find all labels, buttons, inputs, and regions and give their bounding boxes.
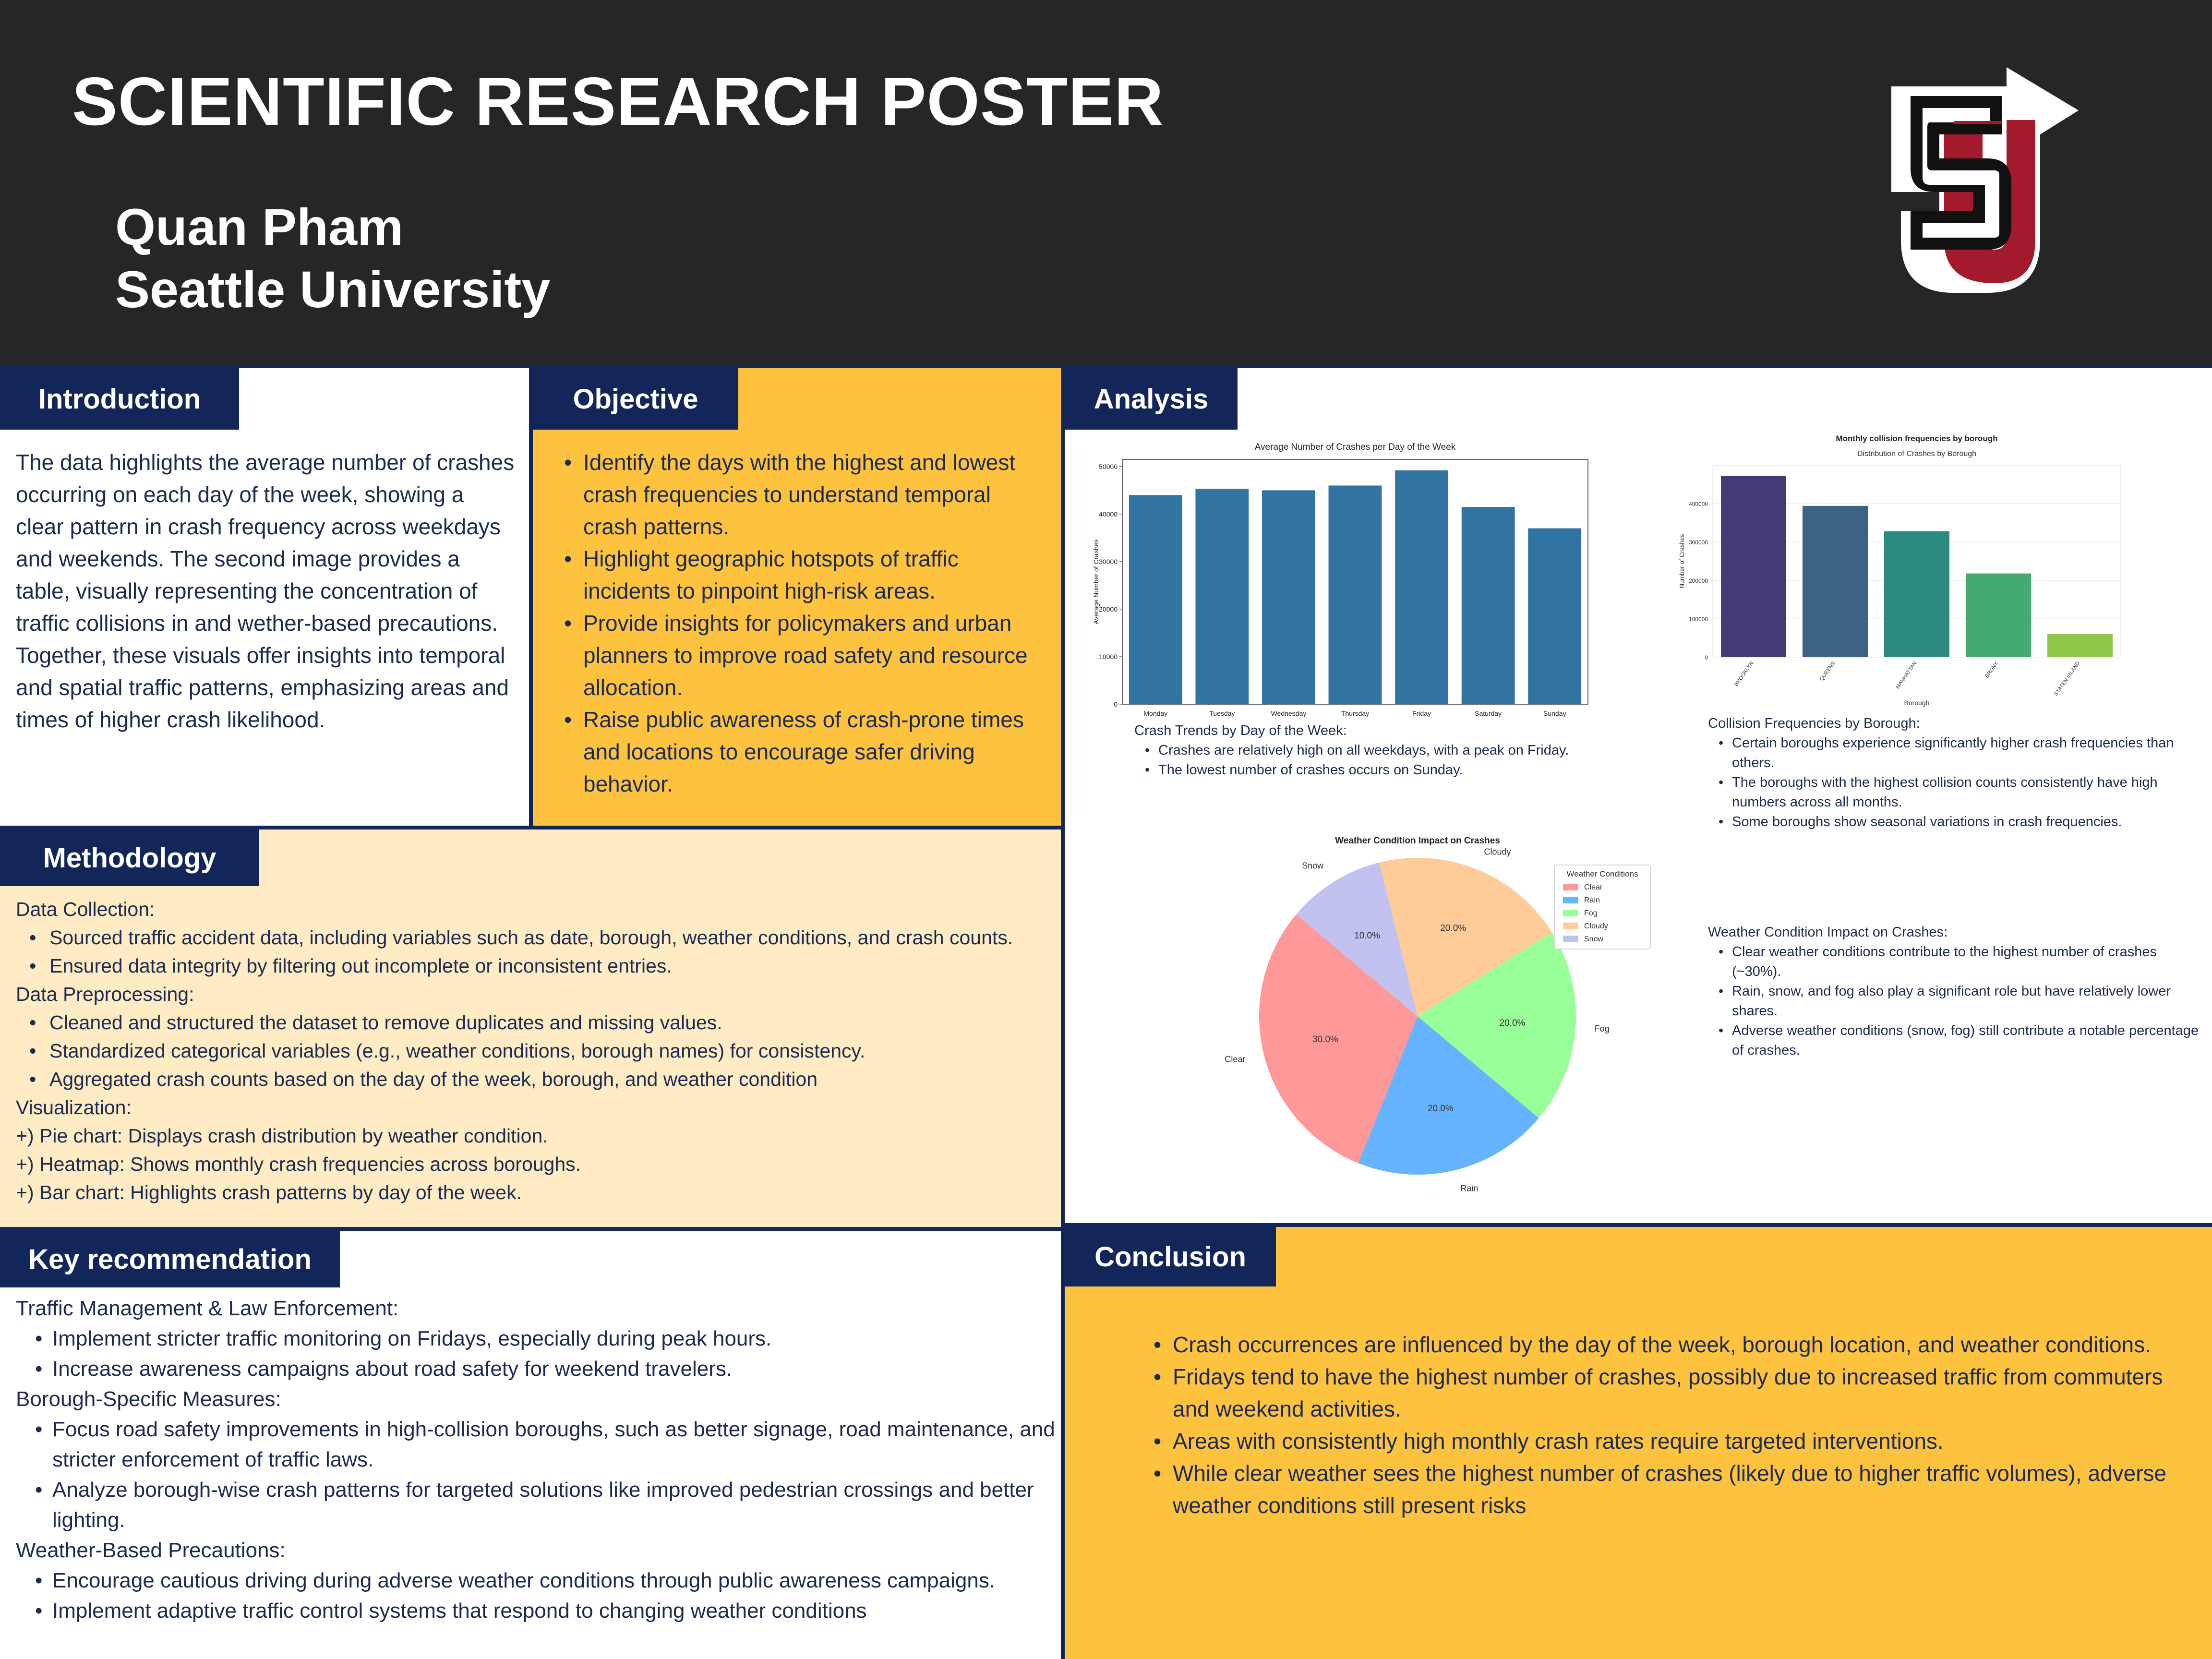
slice-label: Fog <box>1594 1023 1610 1034</box>
list-item: • While clear weather sees the highest number of crashes (likely due to higher traffic volumes), adverse weather conditions still present risks <box>1154 1457 2176 1522</box>
seattle-university-su-logo <box>1882 67 2083 293</box>
methodology-content <box>16 895 1058 1207</box>
legend-swatch <box>1563 910 1578 916</box>
slice-percent-label: 10.0% <box>1354 931 1381 941</box>
weather-caption-title: Weather Condition Impact on Crashes: <box>1708 925 1948 940</box>
analysis-panel <box>1061 366 2212 1227</box>
x-tick-label: QUEENS <box>1818 660 1837 682</box>
analysis-heading: Analysis <box>1065 368 1238 430</box>
list-item: • Areas with consistently high monthly crash rates require targeted interventions. <box>1154 1425 2176 1457</box>
bar-saturday <box>1462 507 1515 704</box>
legend-swatch <box>1563 923 1578 929</box>
weather-caption <box>1708 923 2210 1060</box>
chart-title: Average Number of Crashes per Day of the Week <box>1254 442 1456 452</box>
list-item: • The lowest number of crashes occurs on Sunday. <box>1134 760 1629 780</box>
chart-title: Weather Condition Impact on Crashes <box>1335 836 1500 846</box>
conclusion-heading: Conclusion <box>1065 1227 1276 1286</box>
visualization-line: +) Heatmap: Shows monthly crash frequencies across boroughs. <box>16 1153 581 1175</box>
y-tick-label: 0 <box>1705 654 1708 661</box>
key-recommendation-content <box>16 1293 1058 1626</box>
affiliation: Seattle University <box>115 260 551 318</box>
y-axis-label: Number of Crashes <box>1678 534 1685 589</box>
introduction-heading: Introduction <box>0 368 239 430</box>
bar-queens <box>1803 506 1868 657</box>
x-tick-label: STATEN ISLAND <box>2053 660 2081 697</box>
legend-entry: Clear <box>1584 883 1603 891</box>
bar-manhattan <box>1884 531 1949 657</box>
list-item: • Encourage cautious driving during adverse weather conditions through public awareness campaigns. <box>16 1565 1058 1596</box>
bar-thursday <box>1329 485 1382 704</box>
bar-bronx <box>1966 574 2031 657</box>
list-item: • Clear weather conditions contribute to the highest number of crashes (~30%). <box>1708 942 2210 982</box>
slice-percent-label: 20.0% <box>1440 923 1467 934</box>
introduction-panel <box>0 366 529 826</box>
bar-sunday <box>1528 529 1581 704</box>
data-preprocessing-label: Data Preprocessing: <box>16 983 194 1005</box>
introduction-text: The data highlights the average number of crashes occurring on each day of the week, showing a clear pattern in crash frequency across weekdays and weekends. The second image provides a table, visually representing the concentration of traffic collisions in and wether-based precautions. Together, these visuals offer insights into temporal and spatial traffic patterns, emphasizing areas and times of higher crash likelihood. <box>16 450 515 732</box>
y-tick-label: 0 <box>1114 700 1118 708</box>
list-item: • Raise public awareness of crash-prone times and locations to encourage safer driving behavior. <box>564 704 1049 800</box>
x-tick-label: Friday <box>1412 709 1431 717</box>
list-item: • Standardized categorical variables (e.g., weather conditions, borough names) for consistency. <box>16 1037 1058 1065</box>
list-item: • Focus road safety improvements in high-collision boroughs, such as better signage, road maintenance, and stricter enforcement of traffic laws. <box>16 1414 1058 1475</box>
y-tick-label: 100000 <box>1688 616 1708 623</box>
slice-label: Rain <box>1460 1183 1479 1193</box>
x-tick-label: Saturday <box>1475 709 1502 717</box>
key-recommendation-panel <box>0 1227 1061 1659</box>
borough-measures-label: Borough-Specific Measures: <box>16 1387 281 1411</box>
list-item: • Provide insights for policymakers and urban planners to improve road safety and resource allocation. <box>564 607 1049 704</box>
legend-entry: Cloudy <box>1584 922 1608 930</box>
methodology-panel <box>0 826 1061 1227</box>
visualization-line: +) Bar chart: Highlights crash patterns by day of the week. <box>16 1181 522 1203</box>
list-item: • Crashes are relatively high on all weekdays, with a peak on Friday. <box>1134 741 1629 760</box>
y-tick-label: 30000 <box>1099 557 1118 565</box>
day-caption-title: Crash Trends by Day of the Week: <box>1134 723 1347 738</box>
list-item: • Certain boroughs experience significantly higher crash frequencies than others. <box>1708 733 2207 773</box>
list-item: • Increase awareness campaigns about road safety for weekend travelers. <box>16 1354 1058 1384</box>
list-item: • Analyze borough-wise crash patterns for targeted solutions like improved pedestrian crossings and better lighting. <box>16 1475 1058 1535</box>
y-tick-label: 40000 <box>1099 510 1118 518</box>
slice-label: Snow <box>1302 861 1324 871</box>
list-item: • Aggregated crash counts based on the day of the week, borough, and weather condition <box>16 1065 1058 1094</box>
legend-title: Weather Conditions <box>1566 869 1638 878</box>
x-tick-label: Tuesday <box>1209 709 1235 717</box>
list-item: • Crash occurrences are influenced by the day of the week, borough location, and weather conditions. <box>1154 1329 2176 1361</box>
objective-panel <box>529 366 1061 826</box>
list-item: • Implement adaptive traffic control systems that respond to changing weather conditions <box>16 1596 1058 1626</box>
x-tick-label: Sunday <box>1543 709 1566 717</box>
y-axis-label: Average Number of Crashes <box>1092 539 1100 625</box>
bar-monday <box>1129 495 1182 704</box>
bar-friday <box>1395 470 1448 704</box>
y-tick-label: 400000 <box>1688 501 1708 507</box>
poster-title: SCIENTIFIC RESEARCH POSTER <box>72 63 1164 140</box>
data-collection-label: Data Collection: <box>16 898 155 920</box>
traffic-management-label: Traffic Management & Law Enforcement: <box>16 1297 399 1320</box>
bar-brooklyn <box>1721 476 1786 657</box>
slice-label: Cloudy <box>1484 847 1511 857</box>
list-item: • Highlight geographic hotspots of traffic incidents to pinpoint high-risk areas. <box>564 543 1049 607</box>
x-tick-label: BRONX <box>1984 660 2000 679</box>
x-tick-label: Thursday <box>1341 709 1370 717</box>
weather-precautions-label: Weather-Based Precautions: <box>16 1539 286 1562</box>
borough-caption-title: Collision Frequencies by Borough: <box>1708 716 1920 731</box>
y-tick-label: 200000 <box>1688 577 1708 584</box>
legend-entry: Snow <box>1584 935 1604 943</box>
list-item: • Cleaned and structured the dataset to remove duplicates and missing values. <box>16 1009 1058 1037</box>
slice-percent-label: 20.0% <box>1427 1104 1454 1114</box>
list-item: • Adverse weather conditions (snow, fog) still contribute a notable percentage of crashes. <box>1708 1021 2210 1060</box>
y-tick-label: 300000 <box>1688 539 1708 546</box>
day-caption <box>1134 721 1629 780</box>
borough-caption <box>1708 714 2207 832</box>
x-tick-label: MANHATTAN <box>1895 660 1918 690</box>
list-item: • Rain, snow, and fog also play a significant role but have relatively lower shares. <box>1708 982 2210 1021</box>
legend-entry: Fog <box>1584 909 1598 917</box>
objective-heading: Objective <box>533 368 738 430</box>
list-item: • Fridays tend to have the highest number of crashes, possibly due to increased traffic from commuters and weekend activities. <box>1154 1361 2176 1425</box>
slice-percent-label: 30.0% <box>1312 1034 1338 1045</box>
methodology-heading: Methodology <box>0 830 259 886</box>
slice-label: Clear <box>1225 1054 1246 1064</box>
visualization-label: Visualization: <box>16 1096 132 1118</box>
bar-staten-island <box>2047 634 2113 657</box>
chart-subtitle: Distribution of Crashes by Borough <box>1857 450 1977 458</box>
x-tick-label: Wednesday <box>1271 709 1307 717</box>
list-item: • Identify the days with the highest and lowest crash frequencies to understand temporal crash patterns. <box>564 446 1049 543</box>
y-tick-label: 10000 <box>1099 652 1118 661</box>
legend-swatch <box>1563 884 1578 890</box>
crashes-by-day-chart <box>1089 435 1602 723</box>
legend-swatch <box>1563 897 1578 903</box>
list-item: • Ensured data integrity by filtering out incomplete or inconsistent entries. <box>16 952 1058 980</box>
bar-wednesday <box>1262 490 1315 704</box>
key-recommendation-heading: Key recommendation <box>0 1231 340 1287</box>
x-axis-label: Borough <box>1904 699 1930 707</box>
objective-list <box>564 446 1049 800</box>
conclusion-panel <box>1061 1227 2212 1659</box>
list-item: • Sourced traffic accident data, including variables such as date, borough, weather conditions, and crash counts. <box>16 924 1058 952</box>
weather-impact-pie-chart <box>1190 805 1670 1193</box>
legend-swatch <box>1563 936 1578 942</box>
legend-entry: Rain <box>1584 896 1600 904</box>
conclusion-list <box>1154 1329 2176 1522</box>
list-item: • Some boroughs show seasonal variations in crash frequencies. <box>1708 812 2207 832</box>
bar-tuesday <box>1195 489 1249 704</box>
list-item: • The boroughs with the highest collision counts consistently have high numbers across all months. <box>1708 773 2207 812</box>
x-tick-label: Monday <box>1143 709 1168 717</box>
visualization-line: +) Pie chart: Displays crash distribution by weather condition. <box>16 1125 548 1147</box>
x-tick-label: BROOKLYN <box>1733 660 1755 688</box>
crashes-by-borough-chart <box>1665 431 2169 714</box>
y-tick-label: 50000 <box>1099 462 1118 470</box>
chart-title: Monthly collision frequencies by borough <box>1836 434 1998 443</box>
list-item: • Implement stricter traffic monitoring on Fridays, especially during peak hours. <box>16 1323 1058 1354</box>
author-name: Quan Pham <box>115 198 404 256</box>
y-tick-label: 20000 <box>1099 605 1118 613</box>
slice-percent-label: 20.0% <box>1499 1018 1526 1028</box>
